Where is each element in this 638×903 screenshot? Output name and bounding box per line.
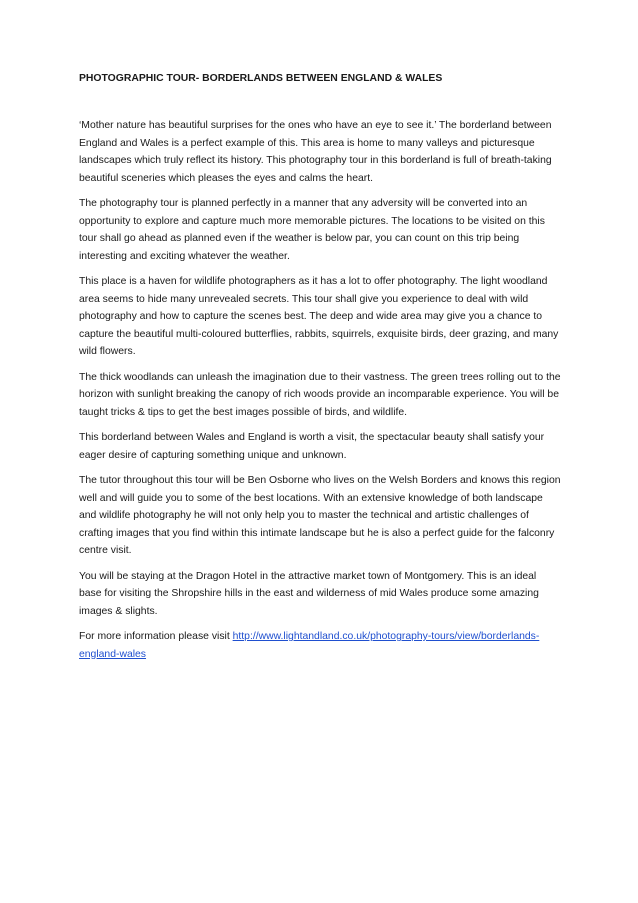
document-body <box>79 70 561 671</box>
more-info-label: For more information please visit <box>79 631 233 642</box>
document-title: PHOTOGRAPHIC TOUR- BORDERLANDS BETWEEN ENGLAND & WALES <box>79 73 443 84</box>
paragraph-planning: The photography tour is planned perfectly in a manner that any adversity will be converted into an opportunity to explore and capture much more memorable pictures. The locations to be visited on this tour shall go ahead as planned even if the weather is below par, you can count on this trip being interesting and exciting whatever the weather. <box>79 198 545 262</box>
paragraph-hotel: You will be staying at the Dragon Hotel in the attractive market town of Montgomery. This is an ideal base for visiting the Shropshire hills in the east and wilderness of mid Wales produce some amazing images & slights. <box>79 570 539 617</box>
more-info-link[interactable]: http://www.lightandland.co.uk/photography-tours/view/borderlands-england-wales <box>79 631 540 660</box>
paragraph-more-info <box>79 628 561 663</box>
paragraph-borderland: This borderland between Wales and England is worth a visit, the spectacular beauty shall satisfy your eager desire of capturing something unique and unknown. <box>79 432 545 461</box>
paragraph-intro: ‘Mother nature has beautiful surprises for the ones who have an eye to see it.’ The borderland between England and Wales is a perfect example of this. This area is home to many valleys and picturesque landscapes which truly reflect its history. This photography tour in this borderland is full of breath-taking beautiful sceneries which pleases the eyes and calms the heart. <box>79 120 552 184</box>
paragraph-woodlands: The thick woodlands can unleash the imagination due to their vastness. The green trees rolling out to the horizon with sunlight breaking the canopy of rich woods provide an incomparable experience. You will be taught tricks & tips to get the best images possible of birds, and wildlife. <box>79 371 561 418</box>
paragraph-wildlife: This place is a haven for wildlife photographers as it has a lot to offer photography. The light woodland area seems to hide many unrevealed secrets. This tour shall give you experience to deal with wild photography and how to capture the scenes best. The deep and wide area may give you a chance to capture the beautiful multi-coloured butterflies, rabbits, squirrels, exquisite birds, deer grazing, and many wild flowers. <box>79 276 559 357</box>
paragraph-tutor: The tutor throughout this tour will be Ben Osborne who lives on the Welsh Borders and knows this region well and will guide you to some of the best locations. With an extensive knowledge of both landscape and wildlife photography he will not only help you to master the technical and artistic challenges of crafting images that you find within this intimate landscape but he is also a perfect guide for the falconry centre visit. <box>79 475 561 556</box>
